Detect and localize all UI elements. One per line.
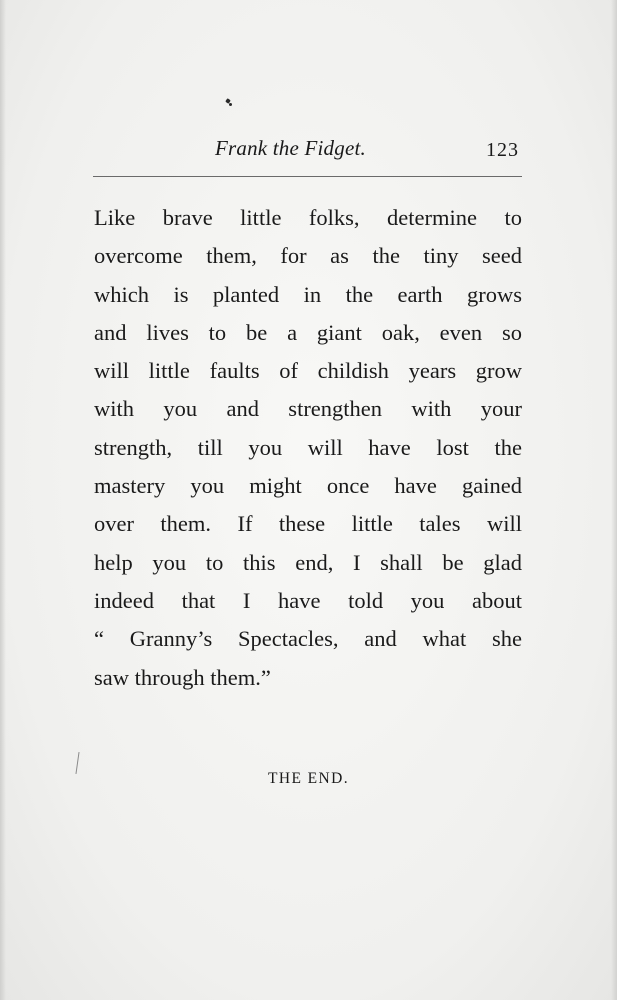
text-line: overcome them, for as the tiny seed [94, 243, 522, 269]
the-end-label: THE END. [268, 770, 349, 787]
page-edge-shadow-left [0, 0, 6, 1000]
text-line: over them. If these little tales will [94, 511, 522, 537]
text-line: “ Granny’s Spectacles, and what she [94, 626, 522, 652]
body-paragraph [94, 199, 522, 697]
header-rule [93, 176, 522, 177]
text-line: mastery you might once have gained [94, 473, 522, 499]
page-edge-shadow-right [611, 0, 617, 1000]
running-head-title: Frank the Fidget. [215, 136, 366, 160]
text-line: with you and strengthen with your [94, 396, 522, 422]
text-line: Like brave little folks, determine to [94, 205, 522, 230]
text-line: help you to this end, I shall be glad [94, 549, 522, 575]
text-line: which is planted in the earth grows [94, 281, 522, 307]
text-line: indeed that I have told you about [94, 587, 522, 613]
text-line: and lives to be a giant oak, even so [94, 319, 522, 345]
text-line: saw through them.” [94, 664, 271, 690]
ink-speck [229, 103, 232, 106]
text-line: strength, till you will have lost the [94, 434, 522, 460]
text-line: will little faults of childish years grow [94, 358, 522, 384]
page-number: 123 [486, 139, 519, 161]
